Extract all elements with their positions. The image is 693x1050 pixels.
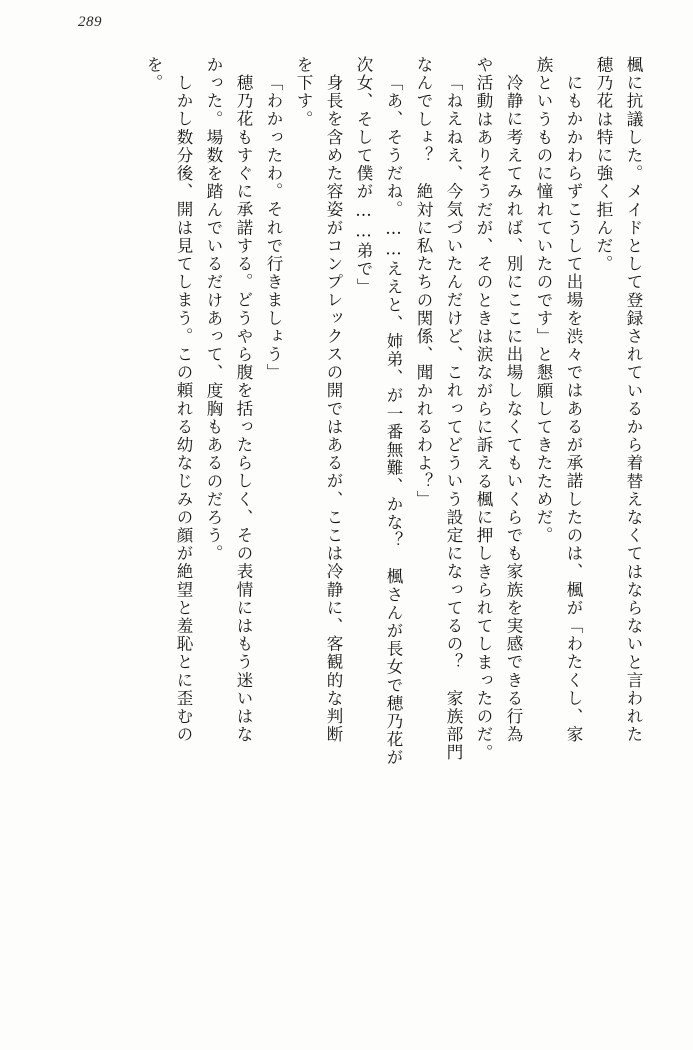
text-column: 穂乃花は特に強く拒んだ。 <box>594 56 613 274</box>
text-column: 身長を含めた容姿がコンプレックスの開ではあるが、ここは冷静に、客観的な判断 <box>324 74 343 744</box>
text-column: 楓に抗議した。メイドとして登録されているから着替えなくてはならないと言われた <box>624 56 643 744</box>
text-column: 「あ、そうだね。……ええと、姉弟、が一番無難、かな？ 楓さんが長女で穂乃花が <box>384 74 403 767</box>
text-column: なんでしょ？ 絶対に私たちの関係、聞かれるわよ？」 <box>414 56 433 509</box>
text-column: しかし数分後、開は見てしまう。この頼れる幼なじみの顔が絶望と羞恥とに歪むの <box>174 74 193 744</box>
text-column: 「わかったわ。それで行きましょう」 <box>264 74 283 382</box>
text-column: にもかかわらずこうして出場を渋々ではあるが承諾したのは、楓が「わたくし、家 <box>564 74 583 744</box>
page-number: 289 <box>78 14 102 30</box>
text-column: や活動はありそうだが、そのときは涙ながらに訴える楓に押しきられてしまったのだ。 <box>474 56 493 762</box>
text-column: を。 <box>144 56 163 93</box>
text-column: 次女、そして僕が……弟で」 <box>354 56 373 297</box>
vertical-text-body <box>60 56 641 1014</box>
text-column: 「ねえねえ、今気づいたんだけど、これってどういう設定になってるの？ 家族部門 <box>444 74 463 762</box>
text-column: 族というものに憧れていたのです」と懇願してきたためだ。 <box>534 56 553 545</box>
text-column: かった。場数を踏んでいるだけあって、度胸もあるのだろう。 <box>204 56 223 563</box>
text-column: 冷静に考えてみれば、別にここに出場しなくてもいくらでも家族を実感できる行為 <box>504 74 523 744</box>
text-column: を下す。 <box>294 56 313 129</box>
text-column: 穂乃花もすぐに承諾する。どうやら腹を括ったらしく、その表情にはもう迷いはな <box>234 74 253 744</box>
